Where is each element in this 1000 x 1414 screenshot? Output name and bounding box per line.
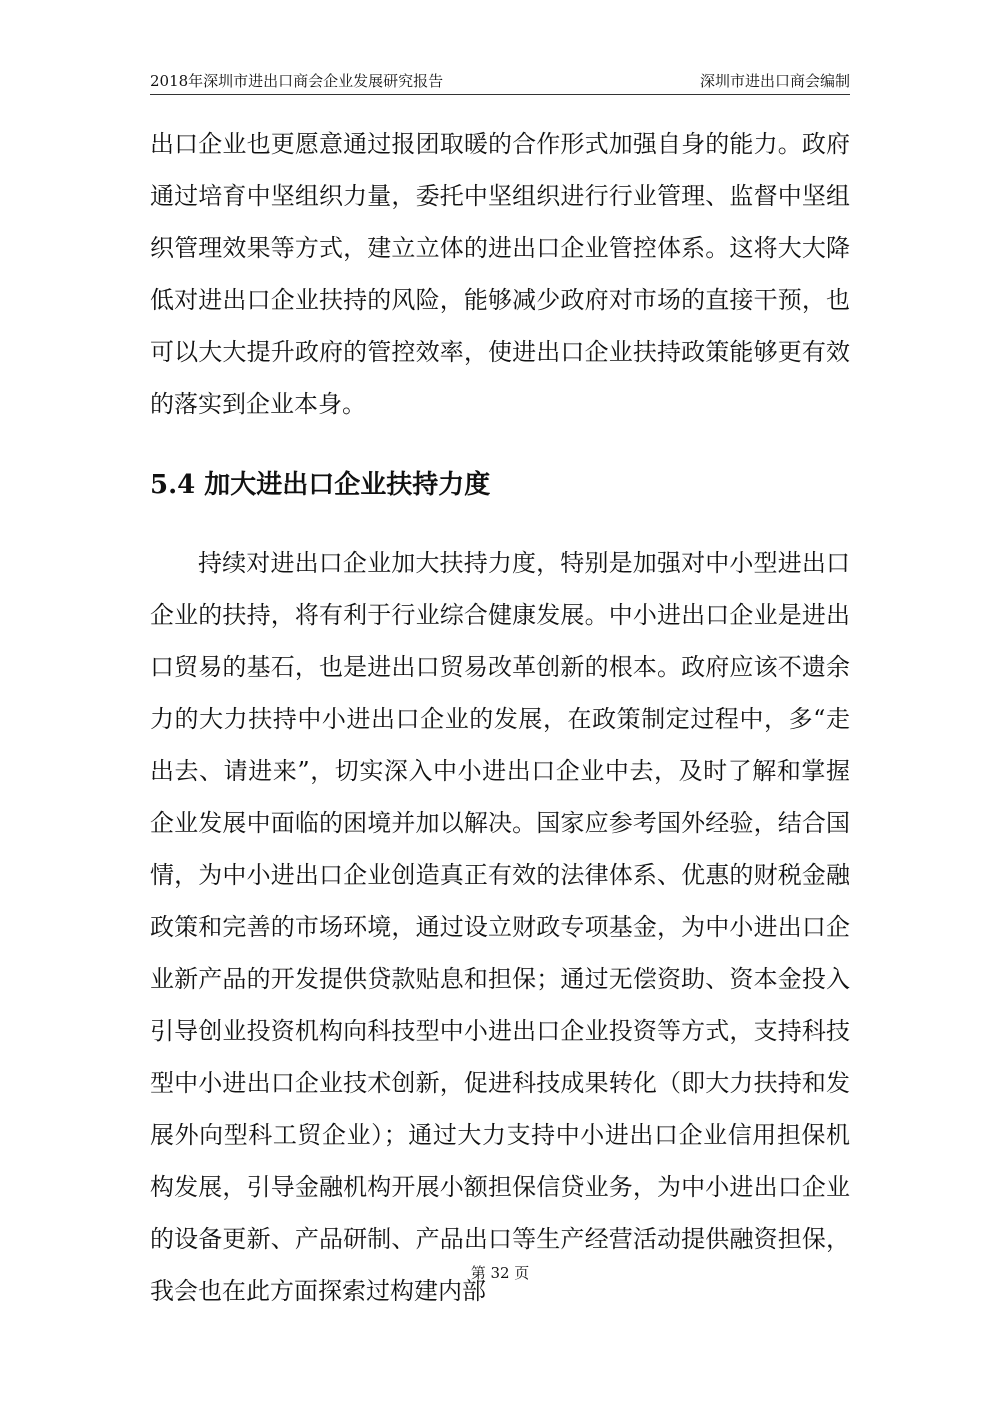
page-body <box>150 118 850 1317</box>
section-heading: 5.4 加大进出口企业扶持力度 <box>150 470 491 500</box>
page-number: 第 32 页 <box>470 1264 530 1282</box>
paragraph: 出口企业也更愿意通过报团取暖的合作形式加强自身的能力。政府通过培育中坚组织力量，委托中坚组织进行行业管理、监督中坚组织管理效果等方式，建立立体的进出口企业管控体系。这将大大降低对进出口企业扶持的风险，能够减少政府对市场的直接干预，也可以大大提升政府的管控效率，使进出口企业扶持政策能够更有效的落实到企业本身。 <box>150 130 850 418</box>
paragraph: 持续对进出口企业加大扶持力度，特别是加强对中小型进出口企业的扶持，将有利于行业综合健康发展。中小进出口企业是进出口贸易的基石，也是进出口贸易改革创新的根本。政府应该不遗余力的大力扶持中小进出口企业的发展，在政策制定过程中，多“走出去、请进来”，切实深入中小进出口企业中去，及时了解和掌握企业发展中面临的困境并加以解决。国家应参考国外经验，结合国情，为中小进出口企业创造真正有效的法律体系、优惠的财税金融政策和完善的市场环境，通过设立财政专项基金，为中小进出口企业新产品的开发提供贷款贴息和担保；通过无偿资助、资本金投入引导创业投资机构向科技型中小进出口企业投资等方式，支持科技型中小进出口企业技术创新，促进科技成果转化（即大力扶持和发展外向型科工贸企业）；通过大力支持中小进出口企业信用担保机构发展，引导金融机构开展小额担保信贷业务，为中小进出口企业的设备更新、产品研制、产品出口等生产经营活动提供融资担保，我会也在此方面探索过构建内部 <box>150 549 850 1305</box>
running-header <box>150 68 850 95</box>
publisher-header: 深圳市进出口商会编制 <box>699 72 850 90</box>
report-title-header: 2018年深圳市进出口商会企业发展研究报告 <box>150 72 444 90</box>
